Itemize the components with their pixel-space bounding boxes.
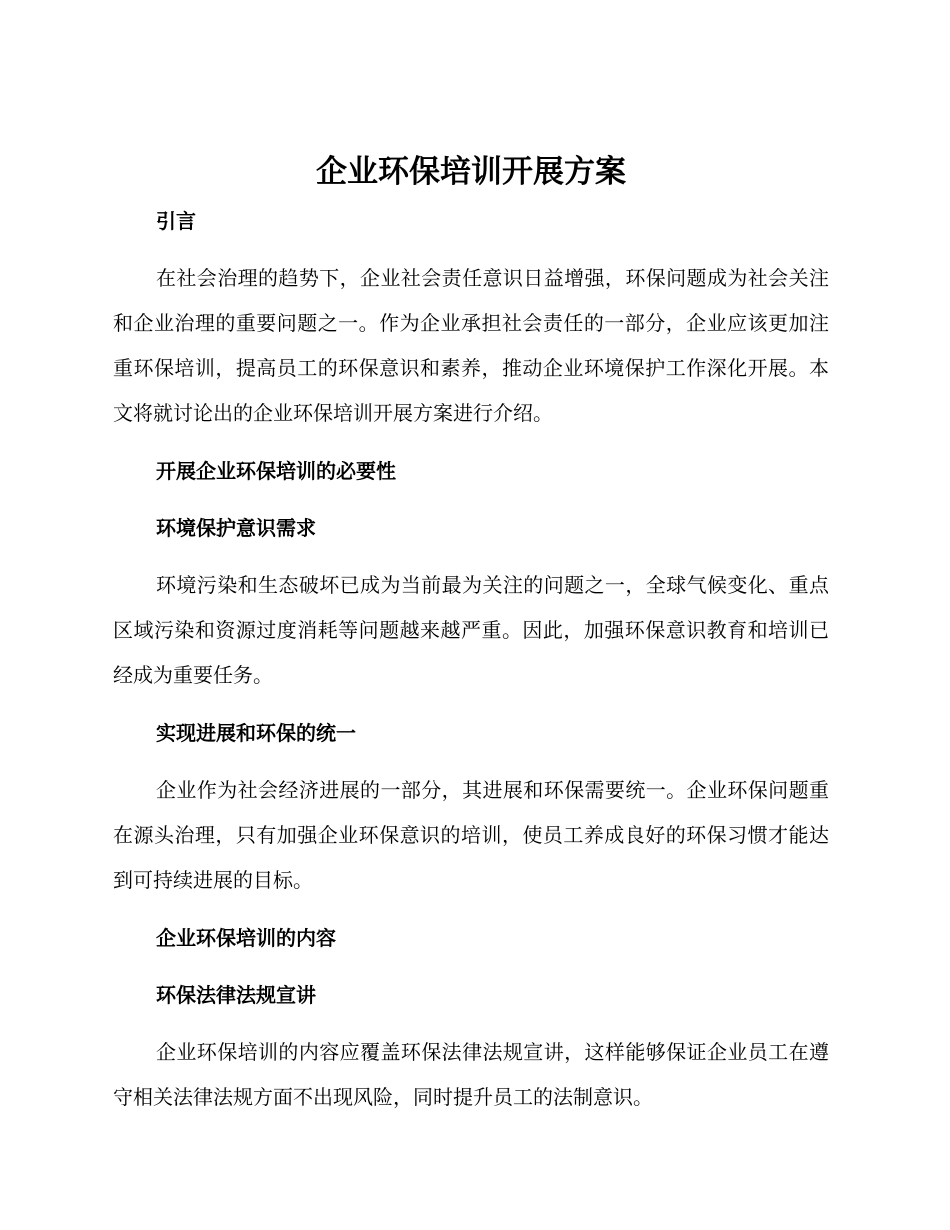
section-heading-introduction: 引言 bbox=[156, 209, 196, 233]
paragraph-awareness-demand: 环境污染和生态破坏已成为当前最为关注的问题之一，全球气候变化、重点区域污染和资源过度消耗等问题越来越严重。因此，加强环保意识教育和培训已经成为重要任务。 bbox=[113, 573, 829, 687]
paragraph-introduction: 在社会治理的趋势下，企业社会责任意识日益增强，环保问题成为社会关注和企业治理的重要问题之一。作为企业承担社会责任的一部分，企业应该更加注重环保培训，提高员工的环保意识和素养，推动企业环境保护工作深化开展。本文将就讨论出的企业环保培训开展方案进行介绍。 bbox=[113, 266, 829, 425]
section-heading-training-content: 企业环保培训的内容 bbox=[156, 926, 336, 950]
section-heading-necessity: 开展企业环保培训的必要性 bbox=[156, 459, 396, 483]
section-heading-law-lecture: 环保法律法规宣讲 bbox=[156, 983, 316, 1007]
section-heading-awareness-demand: 环境保护意识需求 bbox=[156, 516, 316, 540]
paragraph-development-unity: 企业作为社会经济进展的一部分，其进展和环保需要统一。企业环保问题重在源头治理，只有加强企业环保意识的培训，使员工养成良好的环保习惯才能达到可持续进展的目标。 bbox=[113, 778, 829, 892]
paragraph-law-lecture: 企业环保培训的内容应覆盖环保法律法规宣讲，这样能够保证企业员工在遵守相关法律法规方面不出现风险，同时提升员工的法制意识。 bbox=[113, 1040, 829, 1109]
document-title: 企业环保培训开展方案 bbox=[316, 154, 626, 190]
section-heading-development-unity: 实现进展和环保的统一 bbox=[156, 721, 356, 745]
